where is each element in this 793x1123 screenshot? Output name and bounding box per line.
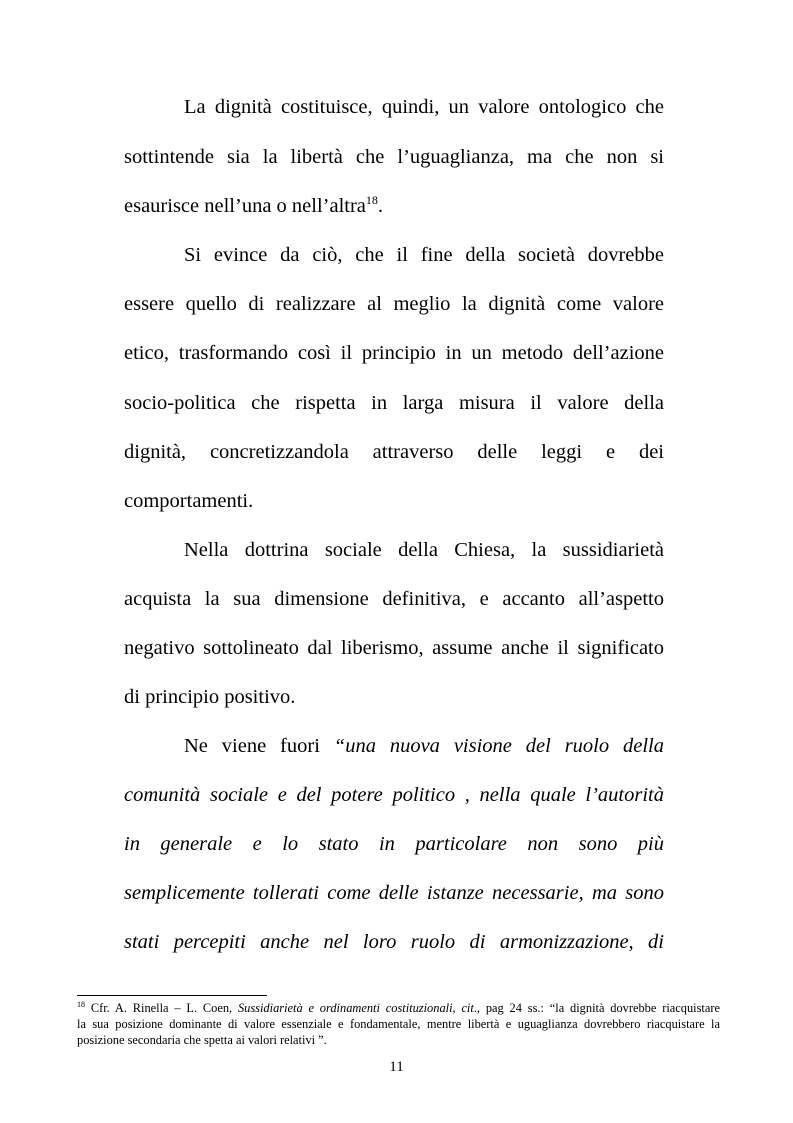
footnote-prefix: Cfr. A. Rinella – L. Coen, — [85, 1001, 238, 1015]
body-line-1: La dignità costituisce, quindi, un valore ontologico che — [184, 96, 664, 118]
page-number: 11 — [389, 1059, 404, 1075]
body-line-14 — [184, 736, 664, 757]
body-line-3-period: . — [377, 195, 384, 217]
body-line-2: sottintende sia la libertà che l’uguaglianza, ma che non si — [124, 146, 664, 168]
body-line-7: socio-politica che rispetta in larga misura il valore della — [124, 392, 664, 414]
body-line-3-text: esaurisce nell’una o nell’altra — [124, 195, 366, 217]
footnote-line-1 — [77, 999, 720, 1015]
footnote-separator — [77, 995, 267, 996]
footnote-title: Sussidiarietà e ordinamenti costituzionali, cit — [237, 1001, 474, 1015]
body-line-3 — [124, 193, 664, 217]
body-line-11: acquista la sua dimensione definitiva, e accanto all’aspetto — [124, 588, 664, 610]
body-line-17: semplicemente tollerati come delle istanze necessarie, ma sono — [124, 882, 664, 904]
footnote-after-title: ., pag 24 ss.: “la dignità dovrebbe riacquistare — [473, 1001, 720, 1015]
body-line-10: Nella dottrina sociale della Chiesa, la sussidiarietà — [184, 539, 664, 561]
footnote-line-3: posizione secondaria che spetta ai valori relativi ”. — [77, 1033, 327, 1047]
footnote-number: 18 — [77, 999, 85, 1009]
body-line-13: di principio positivo. — [124, 686, 296, 708]
body-line-14-roman: Ne viene fuori — [184, 735, 334, 757]
body-line-12: negativo sottolineato dal liberismo, assume anche il significato — [124, 637, 664, 659]
body-line-4: Si evince da ciò, che il fine della società dovrebbe — [184, 244, 664, 266]
body-line-5: essere quello di realizzare al meglio la dignità come valore — [124, 293, 664, 315]
body-line-8: dignità, concretizzandola attraverso delle leggi e dei — [124, 441, 664, 463]
footnote-reference: 18 — [365, 193, 378, 208]
body-line-9: comportamenti. — [124, 490, 254, 512]
body-line-14-quote: “una nuova visione del ruolo della — [333, 735, 664, 757]
footnote-line-2: la sua posizione dominante di valore essenziale e fondamentale, mentre libertà e uguaglianza dovrebbero riacquistare la — [77, 1017, 720, 1031]
body-line-15: comunità sociale e del potere politico , nella quale l’autorità — [124, 784, 664, 806]
body-line-18: stati percepiti anche nel loro ruolo di armonizzazione, di — [124, 931, 664, 953]
body-line-6: etico, trasformando così il principio in un metodo dell’azione — [124, 342, 664, 364]
body-line-16: in generale e lo stato in particolare non sono più — [124, 833, 664, 855]
